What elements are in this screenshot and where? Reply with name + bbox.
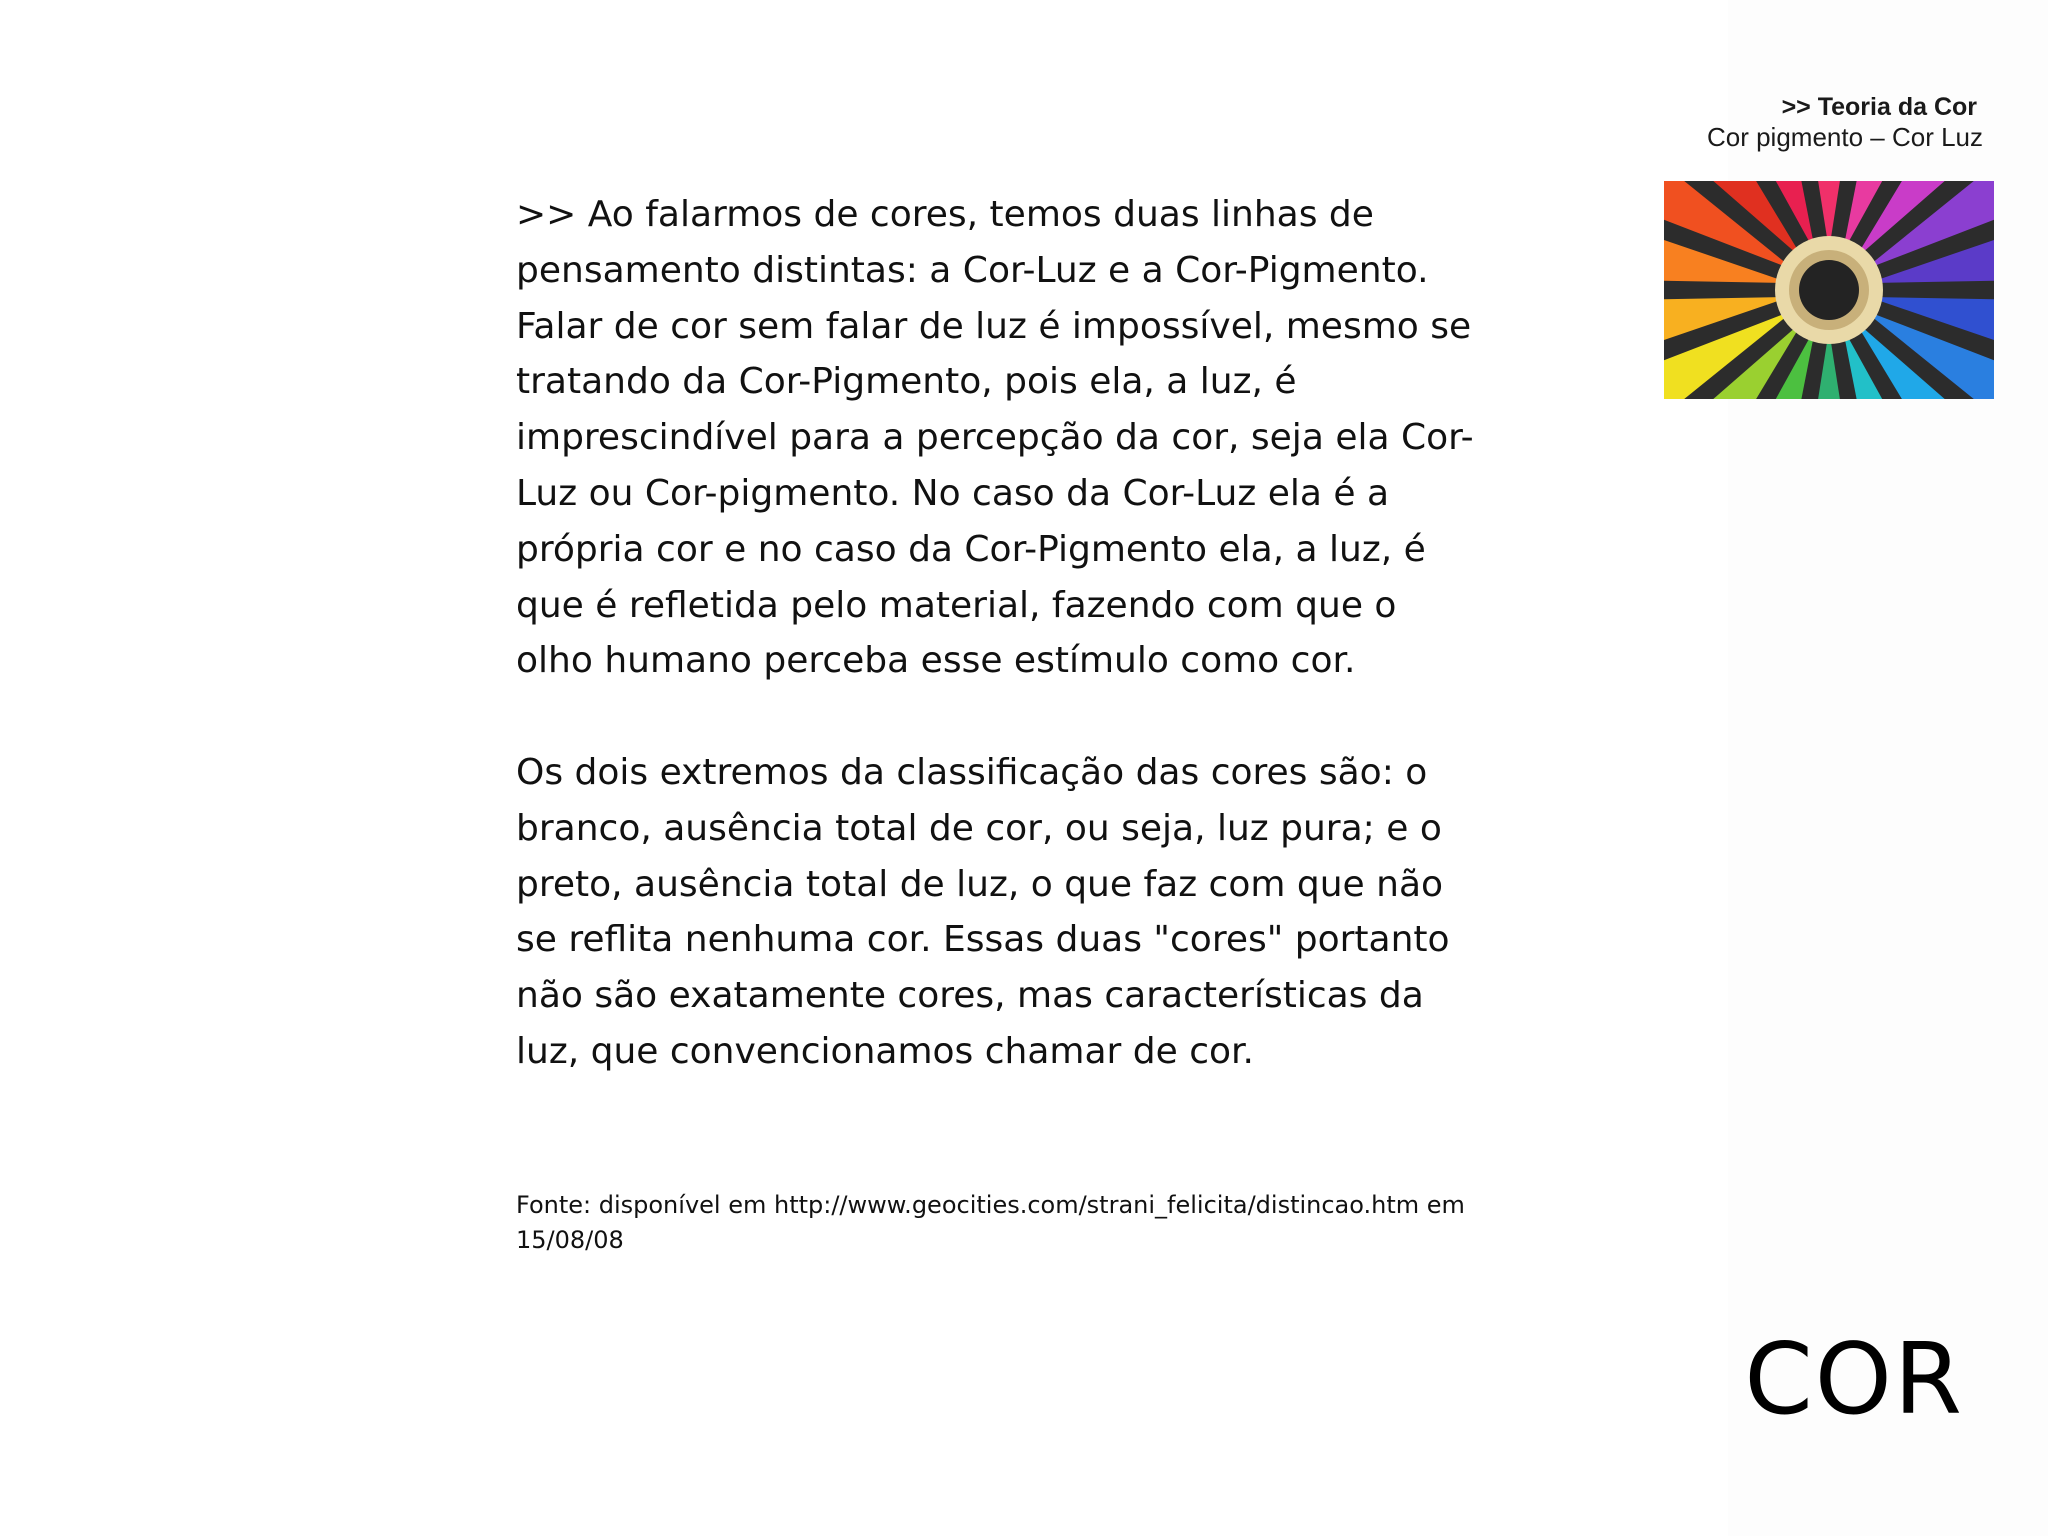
body-line: própria cor e no caso da Cor-Pigmento ela, a luz, é (516, 528, 1426, 570)
source-citation (516, 1188, 1516, 1258)
slide-subtitle: Cor pigmento – Cor Luz (1706, 122, 1983, 152)
source-date: 15/08/08 (516, 1226, 624, 1254)
source-line: Fonte: disponível em http://www.geocities.com/strani_felicita/distincao.htm em (516, 1191, 1465, 1219)
body-line: olho humano perceba esse estímulo como cor. (516, 640, 1356, 682)
body-line: Luz ou Cor-pigmento. No caso da Cor-Luz ela é a (516, 472, 1390, 514)
body-line: se reflita nenhuma cor. Essas duas "cores" portanto (516, 919, 1450, 961)
body-line: tratando da Cor-Pigmento, pois ela, a luz, é (516, 361, 1297, 403)
body-text (516, 187, 1516, 1080)
body-line: que é refletida pelo material, fazendo com que o (516, 584, 1397, 626)
body-line: Falar de cor sem falar de luz é impossível, mesmo se (516, 305, 1472, 347)
body-line: imprescindível para a percepção da cor, seja ela Cor- (516, 417, 1474, 459)
body-line: >> Ao falarmos de cores, temos duas linhas de (516, 194, 1374, 235)
body-line: preto, ausência total de luz, o que faz com que não (516, 863, 1444, 905)
slide-title: >> Teoria da Cor (1781, 93, 1977, 121)
colored-pencils-circle-image (1664, 181, 1994, 399)
body-line: não são exatamente cores, mas características da (516, 975, 1424, 1017)
body-line: Os dois extremos da classificação das cores são: o (516, 751, 1428, 793)
body-line: pensamento distintas: a Cor-Luz e a Cor-Pigmento. (516, 249, 1429, 291)
body-line: luz, que convencionamos chamar de cor. (516, 1030, 1254, 1072)
footer-title: COR (1744, 1323, 1964, 1437)
paragraph-gap (516, 689, 1516, 745)
slide-header (1707, 92, 1983, 152)
body-line: branco, ausência total de cor, ou seja, luz pura; e o (516, 807, 1442, 849)
